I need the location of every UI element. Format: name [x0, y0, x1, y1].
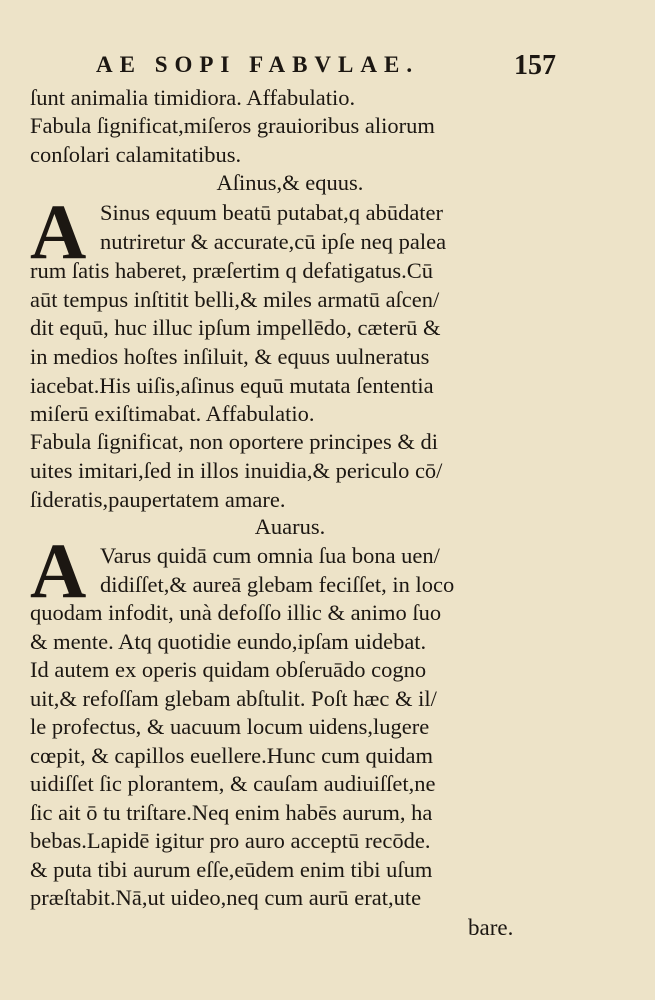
initial-letter: A — [30, 527, 87, 614]
text-line: uidiſſet ſic plorantem, & cauſam audiuiſſet,ne — [30, 771, 436, 796]
text-line: cœpit, & capillos euellere.Hunc cum quidam — [30, 743, 434, 768]
text-line: iacebat.His uiſis,aſinus equū mutata ſententia — [30, 373, 434, 398]
text-line: dit equū, huc illuc ipſum impellēdo, cæterū & — [30, 315, 441, 340]
running-title: AE SOPI FABVLAE. — [96, 52, 420, 77]
text-line: Id autem ex operis quidam obſeruādo cogno — [30, 657, 427, 682]
text-line: ſunt animalia timidiora. Affabulatio. — [30, 85, 356, 110]
catchword: bare. — [468, 915, 514, 940]
text-line: Fabula ſignificat,miſeros grauioribus aliorum — [30, 113, 435, 138]
text-line: rum ſatis haberet, præſertim q defatigatus.Cū — [30, 258, 434, 283]
text-line: in medios hoſtes inſiluit, & equus uulneratus — [30, 344, 430, 369]
text-line: & puta tibi aurum eſſe,eūdem enim tibi uſum — [30, 857, 433, 882]
text-line: aūt tempus inſtitit belli,& miles armatū aſcen/ — [30, 287, 440, 312]
text-line: ſideratis,paupertatem amare. — [30, 487, 286, 512]
text-line: bebas.Lapidē igitur pro auro acceptū recōde. — [30, 828, 431, 853]
text-line: miſerū exiſtimabat. Affabulatio. — [30, 401, 315, 426]
text-line: uites imitari,ſed in illos inuidia,& periculo cō/ — [30, 458, 443, 483]
text-line: & mente. Atq quotidie eundo,ipſam uidebat. — [30, 629, 427, 654]
text-line: didiſſet,& aureā glebam feciſſet, in loco — [100, 572, 455, 597]
text-line: nutriretur & accurate,cū ipſe neq palea — [100, 229, 447, 254]
text-line: præſtabit.Nā,ut uideo,neq cum aurū erat,ute — [30, 885, 422, 910]
text-line: conſolari calamitatibus. — [30, 142, 242, 167]
text-line: uit,& refoſſam glebam abſtulit. Poſt hæc & il/ — [30, 686, 437, 711]
text-line: Varus quidā cum omnia ſua bona uen/ — [100, 543, 440, 568]
text-line: Fabula ſignificat, non oportere principes & di — [30, 429, 439, 454]
text-line: quodam infodit, unà defoſſo illic & animo ſuo — [30, 600, 442, 625]
initial-letter: A — [30, 188, 87, 275]
page-number: 157 — [514, 50, 556, 81]
section-heading: Aſinus,& equus. — [216, 170, 364, 195]
page-header — [96, 52, 556, 86]
section-heading: Auarus. — [254, 514, 326, 539]
text-line: le profectus, & uacuum locum uidens,lugere — [30, 714, 430, 739]
text-line: Sinus equum beatū putabat,q abūdater — [100, 200, 444, 225]
text-line: ſic ait ō tu triſtare.Neq enim habēs aurum, ha — [30, 800, 433, 825]
